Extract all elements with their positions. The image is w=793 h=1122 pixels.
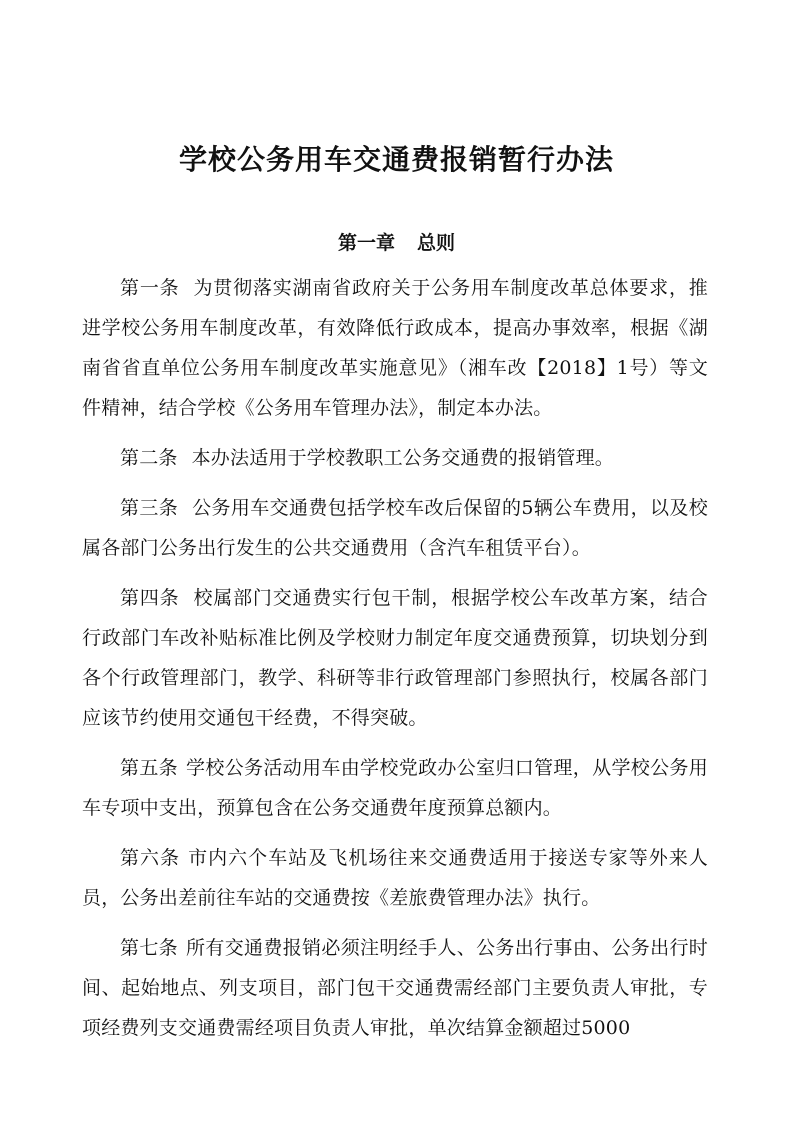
article-number: 第三条: [120, 497, 179, 519]
article-number: 第五条: [120, 757, 179, 779]
chapter-number: 第一章: [337, 232, 395, 254]
article-1: [82, 268, 708, 428]
article-7: [82, 928, 708, 1048]
article-text: 公务用车交通费包括学校车改后保留的5辆公车费用，以及校属各部门公务出行发生的公共交通费用（含汽车租赁平台）。: [82, 497, 708, 559]
article-number: 第二条: [120, 447, 178, 469]
article-text: 学校公务活动用车由学校党政办公室归口管理，从学校公务用车专项中支出，预算包含在公务交通费年度预算总额内。: [82, 757, 708, 819]
article-6: [82, 838, 708, 918]
article-text: 校属部门交通费实行包干制，根据学校公车改革方案，结合行政部门车改补贴标准比例及学校财力制定年度交通费预算，切块划分到各个行政管理部门，教学、科研等非行政管理部门参照执行，校属各部门应该节约使用交通包干经费，不得突破。: [82, 587, 709, 729]
document-body: [82, 268, 708, 1058]
article-number: 第七条: [120, 937, 179, 959]
article-number: 第一条: [120, 277, 180, 299]
article-text: 为贯彻落实湖南省政府关于公务用车制度改革总体要求，推进学校公务用车制度改革，有效降低行政成本，提高办事效率，根据《湖南省省直单位公务用车制度改革实施意见》（湘车改【2018】1号）等文件精神，结合学校《公务用车管理办法》，制定本办法。: [82, 277, 709, 419]
article-3: [82, 488, 708, 568]
article-number: 第六条: [120, 847, 181, 869]
document-title: 学校公务用车交通费报销暂行办法: [178, 143, 614, 176]
article-text: 本办法适用于学校教职工公务交通费的报销管理。: [191, 447, 615, 469]
article-4: [82, 578, 708, 738]
article-number: 第四条: [120, 587, 180, 609]
article-text: 市内六个车站及飞机场往来交通费适用于接送专家等外来人员，公务出差前往车站的交通费按《差旅费管理办法》执行。: [82, 847, 708, 909]
article-5: [82, 748, 708, 828]
chapter-heading: [0, 228, 793, 258]
chapter-name: 总则: [417, 232, 456, 254]
article-2: [82, 438, 708, 478]
article-text: 所有交通费报销必须注明经手人、公务出行事由、公务出行时间、起始地点、列支项目，部门包干交通费需经部门主要负责人审批，专项经费列支交通费需经项目负责人审批，单次结算金额超过5000: [82, 937, 708, 1039]
